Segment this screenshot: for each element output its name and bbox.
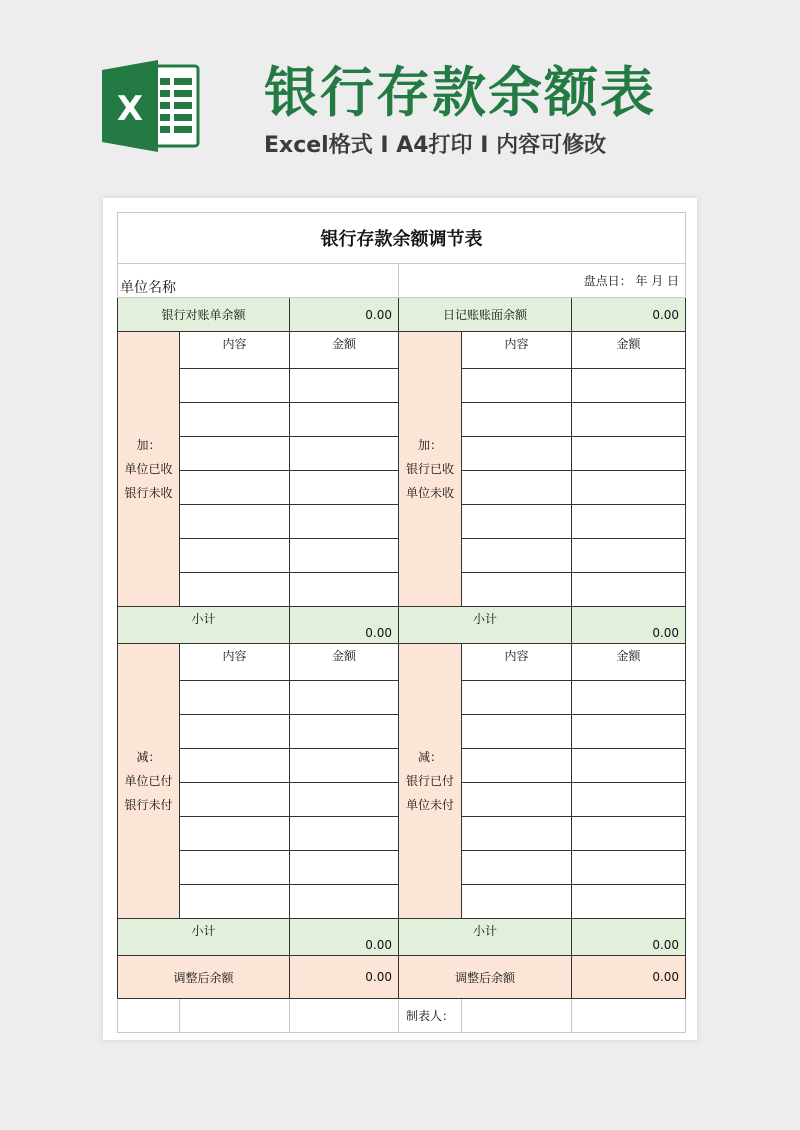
content-cell[interactable] xyxy=(180,573,290,607)
reconciliation-table xyxy=(117,212,686,1033)
left-adjusted-label: 调整后余额 xyxy=(118,956,290,999)
amount-cell[interactable] xyxy=(290,715,399,749)
content-cell[interactable] xyxy=(462,403,572,437)
amount-cell[interactable] xyxy=(290,437,399,471)
amount-cell[interactable] xyxy=(572,715,686,749)
content-cell[interactable] xyxy=(462,817,572,851)
col-amount-header: 金额 xyxy=(290,332,399,369)
content-cell[interactable] xyxy=(180,437,290,471)
sub-right-label: 减： 银行已付 单位未付 xyxy=(399,644,462,919)
amount-cell[interactable] xyxy=(290,749,399,783)
content-cell[interactable] xyxy=(180,369,290,403)
content-cell[interactable] xyxy=(462,783,572,817)
right-adjusted-label: 调整后余额 xyxy=(399,956,572,999)
amount-cell[interactable] xyxy=(290,471,399,505)
add-right-subtotal-value: 0.00 xyxy=(572,607,686,644)
content-cell[interactable] xyxy=(180,715,290,749)
spreadsheet-page xyxy=(103,198,697,1040)
excel-logo-icon xyxy=(102,60,202,152)
amount-cell[interactable] xyxy=(572,817,686,851)
content-cell[interactable] xyxy=(462,573,572,607)
empty-cell xyxy=(290,999,399,1033)
right-adjusted-value: 0.00 xyxy=(572,956,686,999)
sub-right-subtotal-value: 0.00 xyxy=(572,919,686,956)
content-cell[interactable] xyxy=(180,505,290,539)
left-adjusted-value: 0.00 xyxy=(290,956,399,999)
content-cell[interactable] xyxy=(180,471,290,505)
bank-statement-balance-value[interactable]: 0.00 xyxy=(290,298,399,332)
content-cell[interactable] xyxy=(180,749,290,783)
col-content-header: 内容 xyxy=(462,644,572,681)
col-content-header: 内容 xyxy=(180,644,290,681)
add-left-subtotal-value: 0.00 xyxy=(290,607,399,644)
content-cell[interactable] xyxy=(462,505,572,539)
amount-cell[interactable] xyxy=(572,369,686,403)
content-cell[interactable] xyxy=(462,437,572,471)
unit-row xyxy=(118,264,686,298)
amount-cell[interactable] xyxy=(290,539,399,573)
logo-letter: X xyxy=(116,89,144,129)
amount-cell[interactable] xyxy=(572,681,686,715)
col-content-header: 内容 xyxy=(180,332,290,369)
page-title: 银行存款余额表 xyxy=(264,61,656,124)
content-cell[interactable] xyxy=(180,681,290,715)
amount-cell[interactable] xyxy=(290,851,399,885)
amount-cell[interactable] xyxy=(572,437,686,471)
content-cell[interactable] xyxy=(180,783,290,817)
add-right-subtotal-label: 小计 xyxy=(399,607,572,644)
amount-cell[interactable] xyxy=(290,885,399,919)
add-left-subtotal-label: 小计 xyxy=(118,607,290,644)
bank-statement-balance-label: 银行对账单余额 xyxy=(118,298,290,332)
empty-cell xyxy=(572,999,686,1033)
content-cell[interactable] xyxy=(462,715,572,749)
table-title-row xyxy=(118,213,686,264)
sub-header-row xyxy=(118,644,686,681)
content-cell[interactable] xyxy=(462,471,572,505)
amount-cell[interactable] xyxy=(290,681,399,715)
amount-cell[interactable] xyxy=(290,783,399,817)
amount-cell[interactable] xyxy=(290,403,399,437)
sheet-title: 银行存款余额调节表 xyxy=(118,213,686,264)
col-content-header: 内容 xyxy=(462,332,572,369)
content-cell[interactable] xyxy=(462,851,572,885)
amount-cell[interactable] xyxy=(572,749,686,783)
amount-cell[interactable] xyxy=(572,505,686,539)
add-right-label: 加： 银行已收 单位未收 xyxy=(399,332,462,607)
sub-left-label: 减： 单位已付 银行未付 xyxy=(118,644,180,919)
empty-cell xyxy=(118,999,180,1033)
journal-balance-value[interactable]: 0.00 xyxy=(572,298,686,332)
amount-cell[interactable] xyxy=(572,851,686,885)
journal-balance-label: 日记账账面余额 xyxy=(399,298,572,332)
col-amount-header: 金额 xyxy=(572,644,686,681)
content-cell[interactable] xyxy=(180,851,290,885)
unit-name-label: 单位名称 xyxy=(118,264,399,298)
inventory-date-label: 盘点日： 年 月 日 xyxy=(399,264,686,298)
col-amount-header: 金额 xyxy=(572,332,686,369)
content-cell[interactable] xyxy=(462,369,572,403)
content-cell[interactable] xyxy=(180,885,290,919)
col-amount-header: 金额 xyxy=(290,644,399,681)
amount-cell[interactable] xyxy=(572,783,686,817)
content-cell[interactable] xyxy=(180,403,290,437)
amount-cell[interactable] xyxy=(572,403,686,437)
balance-row xyxy=(118,298,686,332)
sub-left-subtotal-value: 0.00 xyxy=(290,919,399,956)
content-cell[interactable] xyxy=(180,539,290,573)
amount-cell[interactable] xyxy=(572,539,686,573)
preparer-row xyxy=(118,999,686,1033)
add-left-label: 加： 单位已收 银行未收 xyxy=(118,332,180,607)
content-cell[interactable] xyxy=(462,885,572,919)
page-header xyxy=(0,0,800,200)
content-cell[interactable] xyxy=(462,749,572,783)
content-cell[interactable] xyxy=(180,817,290,851)
amount-cell[interactable] xyxy=(290,369,399,403)
amount-cell[interactable] xyxy=(290,817,399,851)
page-subtitle: Excel格式 I A4打印 I 内容可修改 xyxy=(264,133,607,158)
amount-cell[interactable] xyxy=(290,505,399,539)
sub-subtotal-row xyxy=(118,919,686,956)
sub-right-subtotal-label: 小计 xyxy=(399,919,572,956)
add-header-row xyxy=(118,332,686,369)
preparer-label: 制表人： xyxy=(399,999,462,1033)
empty-cell xyxy=(180,999,290,1033)
amount-cell[interactable] xyxy=(572,573,686,607)
sub-left-subtotal-label: 小计 xyxy=(118,919,290,956)
preparer-input[interactable] xyxy=(462,999,572,1033)
amount-cell[interactable] xyxy=(572,471,686,505)
amount-cell[interactable] xyxy=(290,573,399,607)
adjusted-balance-row xyxy=(118,956,686,999)
content-cell[interactable] xyxy=(462,539,572,573)
amount-cell[interactable] xyxy=(572,885,686,919)
content-cell[interactable] xyxy=(462,681,572,715)
add-subtotal-row xyxy=(118,607,686,644)
